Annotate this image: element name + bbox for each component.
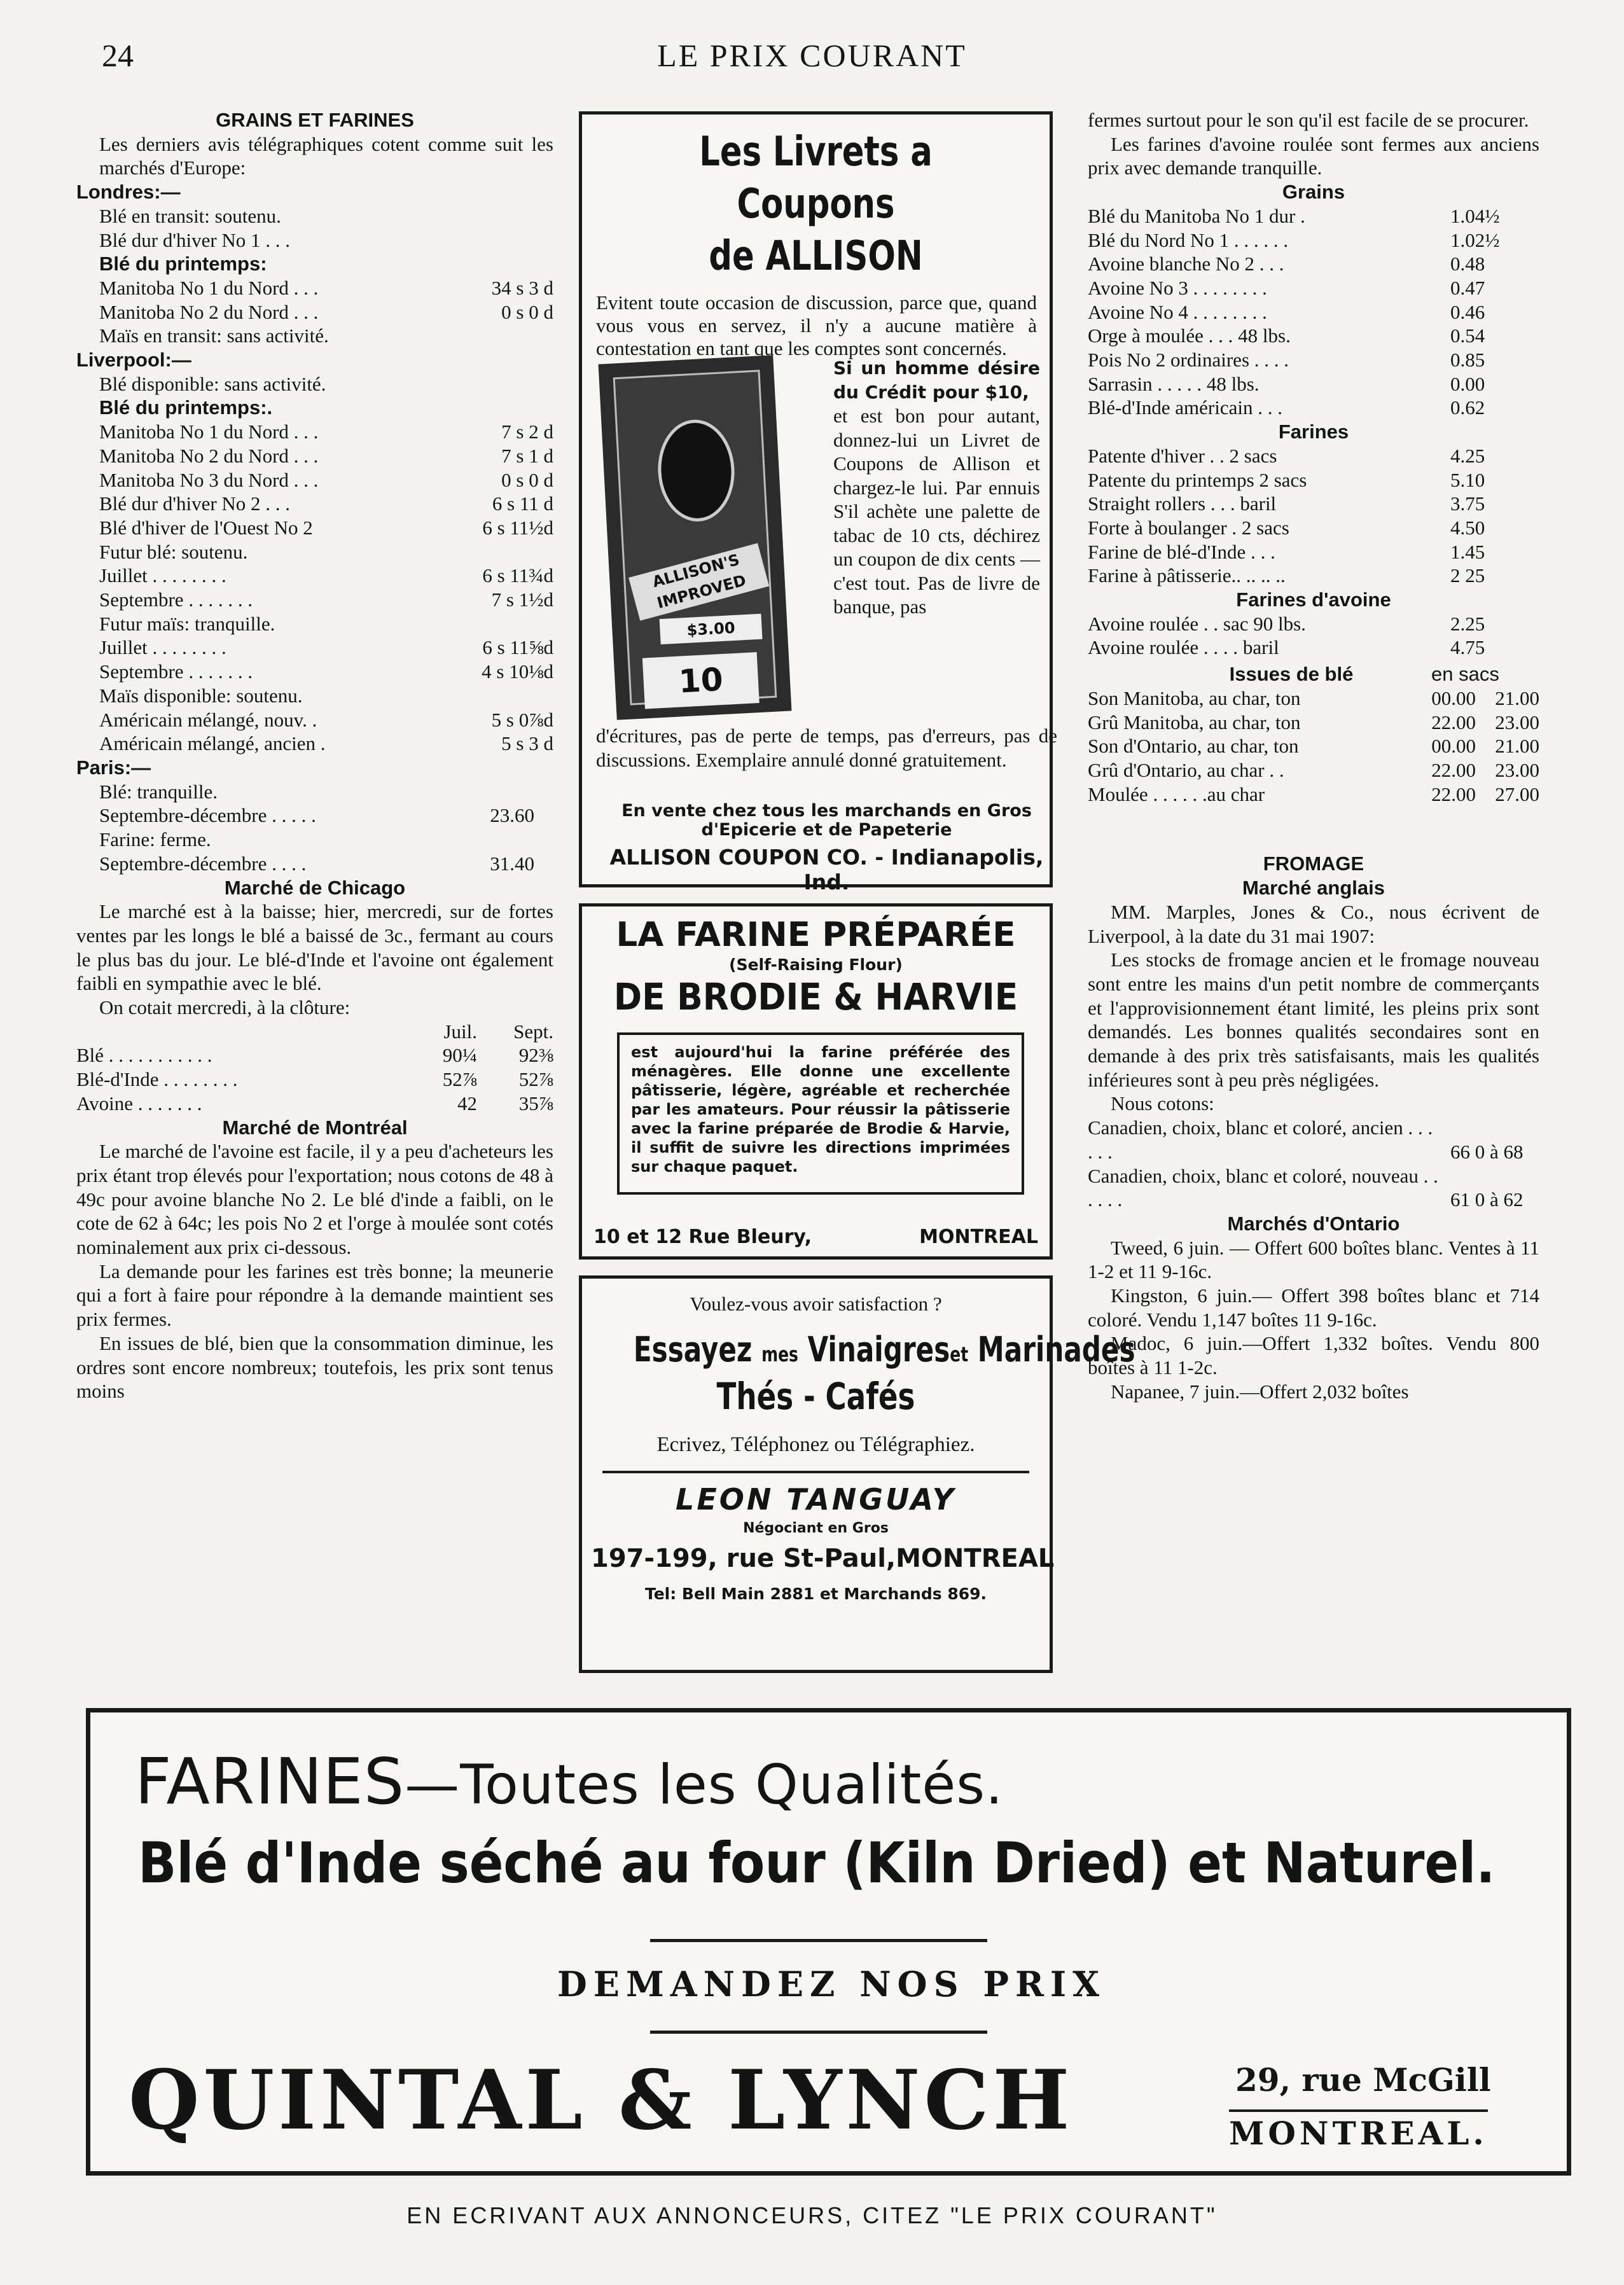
medallion-icon xyxy=(655,418,737,524)
row-value: 21.00 xyxy=(1495,735,1539,758)
ad-address: ALLISON COUPON CO. - Indianapolis, Ind. xyxy=(609,845,1044,894)
price-row xyxy=(1088,396,1539,420)
ad-allison-coupons xyxy=(579,111,1057,894)
price-row xyxy=(76,444,553,468)
ad-cta: DEMANDEZ NOS PRIX xyxy=(557,1964,1106,2004)
intro-paragraph: fermes surtout pour le son qu'il est facile de se procurer. xyxy=(1088,109,1529,131)
row-name: Moulée . . . . . .au char xyxy=(1088,782,1265,805)
heading-chicago: Marché de Chicago xyxy=(224,876,406,899)
ad-address-row xyxy=(591,1544,1055,1573)
chicago-header-row xyxy=(76,1020,553,1044)
paris-ble: Blé: tranquille. xyxy=(99,780,218,803)
row-name: Septembre-décembre . . . . xyxy=(99,852,307,875)
heading-marches-ontario: Marchés d'Ontario xyxy=(1227,1212,1400,1235)
label-ble-printemps: Blé du printemps: xyxy=(99,253,267,275)
price-row xyxy=(76,708,553,732)
price-row xyxy=(1088,1164,1539,1212)
row-value: 6 s 11⅝d xyxy=(482,636,553,659)
row-name: Orge à moulée . . . 48 lbs. xyxy=(1088,324,1291,347)
ad-footer xyxy=(593,1226,1038,1248)
intro-paragraph: Les farines d'avoine roulée sont fermes aux anciens prix avec demande tranquille. xyxy=(1088,132,1539,179)
row-value: 0 s 0 d xyxy=(501,468,553,491)
row-value: 1.45 xyxy=(1450,540,1485,563)
row-value: 5.10 xyxy=(1450,468,1485,491)
ad-company-name: QUINTAL & LYNCH xyxy=(128,2053,1074,2148)
heading-issues: Issues de blé xyxy=(1229,663,1354,686)
row-name: Avoine roulée . . sac 90 lbs. xyxy=(1088,612,1306,635)
price-row xyxy=(1088,540,1539,564)
col-juil: Juil. xyxy=(443,1020,477,1043)
ad-intro: Evitent toute occasion de discussion, parce que, quand vous vous en servez, il n'y a aucune matière à contestation en tant que les comptes sont concernés. xyxy=(596,291,1037,359)
row-name: Septembre . . . . . . . xyxy=(99,660,253,683)
price-row xyxy=(76,300,553,324)
londres-line: Blé en transit: soutenu. xyxy=(99,204,281,227)
price-row xyxy=(76,732,553,756)
montreal-paragraph: En issues de blé, bien que la consommation diminue, les ordres sont encore nombreux; toutefois, les prix sont tenus moins xyxy=(76,1331,553,1403)
word: Marinades xyxy=(977,1330,1135,1370)
row-value: 5 s 0⅞d xyxy=(491,708,553,731)
ad-rest-text: d'écritures, pas de perte de temps, pas d'erreurs, pas de discussions. Exemplaire annulé donné gratuitement. xyxy=(596,725,1057,771)
price-row xyxy=(1088,468,1539,492)
row-value: 31.40 xyxy=(490,852,534,875)
ad-leon-tanguay xyxy=(579,1275,1135,1673)
row-name: Pois No 2 ordinaires . . . . xyxy=(1088,349,1289,372)
row-name: Manitoba No 1 du Nord . . . xyxy=(99,276,319,299)
row-value: 6 s 11 d xyxy=(492,492,553,515)
mais-disponible: Maïs disponible: soutenu. xyxy=(99,684,303,707)
price-row xyxy=(1088,252,1539,276)
ad-quintal-lynch xyxy=(86,1708,1571,2176)
row-value: 00.00 xyxy=(1431,735,1476,758)
row-value: 23.00 xyxy=(1495,711,1539,733)
row-value: 1.04½ xyxy=(1450,204,1500,227)
intro-paragraph: Les derniers avis télégraphiques cotent comme suit les marchés d'Europe: xyxy=(99,132,553,179)
row-name: Patente du printemps 2 sacs xyxy=(1088,468,1307,491)
row-value: 0.47 xyxy=(1450,276,1485,299)
ad-address: 197-199, rue St-Paul, xyxy=(591,1544,896,1573)
price-row xyxy=(76,564,553,588)
price-row xyxy=(1088,492,1539,516)
issues-heading-row xyxy=(1088,662,1539,686)
chicago-row xyxy=(76,1092,553,1116)
ad-bold-line: Si un homme désire du Crédit pour $10, xyxy=(833,358,1040,403)
row-value: 90¼ xyxy=(442,1044,477,1067)
row-name: Avoine blanche No 2 . . . xyxy=(1088,253,1284,275)
ad-city: MONTREAL xyxy=(919,1226,1038,1248)
row-name: Farine à pâtisserie.. .. .. .. xyxy=(1088,564,1286,587)
price-row xyxy=(76,276,553,300)
row-value: 52⅞ xyxy=(442,1068,477,1091)
montreal-paragraph: Le marché de l'avoine est facile, il y a peu d'acheteurs les prix étant trop élevés pour l'exportation; nous cotons de 48 à 49c pour avoine blanche No 2. Le blé d'inde a faibli, on le cote de 62 à 64c; les pois No 2 et l'orge à moulée sont cotés nominalement aux prix ci-dessous. xyxy=(76,1140,553,1259)
ad-products-2: Thés - Cafés xyxy=(716,1375,915,1418)
row-name: Septembre-décembre . . . . . xyxy=(99,804,316,827)
row-name: Canadien, choix, blanc et coloré, ancien . . . . . . xyxy=(1088,1116,1433,1163)
heading-farines-avoine: Farines d'avoine xyxy=(1236,588,1391,611)
row-name: Patente d'hiver . . 2 sacs xyxy=(1088,444,1277,467)
row-value: 21.00 xyxy=(1495,686,1539,709)
row-name: Grû Manitoba, au char, ton xyxy=(1088,711,1301,733)
row-value: 0.85 xyxy=(1450,349,1485,372)
row-value: 42 xyxy=(457,1092,477,1115)
row-value: 34 s 3 d xyxy=(491,276,553,299)
chicago-row xyxy=(76,1043,553,1067)
row-value: 0.54 xyxy=(1450,324,1485,347)
ad-city: MONTREAL. xyxy=(1229,2109,1488,2152)
row-name: Son Manitoba, au char, ton xyxy=(1088,686,1301,709)
row-name: Avoine No 3 . . . . . . . . xyxy=(1088,276,1267,299)
divider xyxy=(650,1939,987,1942)
ad-brand: DE BRODIE & HARVIE xyxy=(613,975,1018,1018)
row-value: 4.75 xyxy=(1450,636,1485,659)
row-name: Blé . . . . . . . . . . . xyxy=(76,1044,212,1067)
price-row xyxy=(1088,1116,1539,1163)
word: Essayez xyxy=(633,1330,753,1370)
price-row xyxy=(76,588,553,612)
ad-title: de ALLISON xyxy=(709,233,923,280)
row-name: Son d'Ontario, au char, ton xyxy=(1088,735,1299,758)
row-name: Avoine No 4 . . . . . . . . xyxy=(1088,300,1267,323)
row-value: 27.00 xyxy=(1495,782,1539,805)
price-row xyxy=(1088,686,1539,711)
price-row xyxy=(1088,300,1539,324)
ontario-paragraph: Kingston, 6 juin.— Offert 398 boîtes blanc et 714 coloré. Vendu 1,147 boîtes 11 9-16c. xyxy=(1088,1284,1539,1331)
row-name: Grû d'Ontario, au char . . xyxy=(1088,758,1284,781)
heading-marche-anglais: Marché anglais xyxy=(1242,877,1385,899)
row-value: 4.25 xyxy=(1450,444,1485,467)
row-value: 2.25 xyxy=(1450,612,1485,635)
row-name: Manitoba No 1 du Nord . . . xyxy=(99,420,319,443)
londres-line: Blé dur d'hiver No 1 . . . xyxy=(99,228,291,251)
liverpool-line: Blé disponible: sans activité. xyxy=(99,372,326,395)
price-row xyxy=(76,492,553,516)
price-row xyxy=(76,852,553,876)
row-value: 00.00 xyxy=(1431,686,1476,709)
ad-side-body: et est bon pour autant, donnez-lui un Livret de Coupons de Allison et chargez-le lui. Par ennuis S'il achète une palette de tabac de 10 cts, déchirez un coupon de dix cents — c'est tout. Pas de livre de banque, pas xyxy=(833,405,1040,618)
row-name: Manitoba No 2 du Nord . . . xyxy=(99,444,319,467)
row-value: 23.60 xyxy=(490,804,534,827)
montreal-paragraph: La demande pour les farines est très bonne; la meunerie qui a fort à faire pour répondre à la demande maintient ses prix fermes. xyxy=(76,1260,553,1331)
ad-address: 10 et 12 Rue Bleury, xyxy=(593,1226,812,1248)
ad-body-box: est aujourd'hui la farine préférée des ménagères. Elle donne une excellente pâtisserie, légère, agréable et recherchée par les amateurs. Pour réussir la pâtisserie avec la farine préparée de Brodie & Harvie, il suffit de suivre les directions imprimées sur chaque paquet. xyxy=(617,1032,1024,1195)
row-value: 92⅜ xyxy=(518,1044,553,1067)
heading-fromage: FROMAGE xyxy=(1263,852,1364,875)
ad-role: Négociant en Gros xyxy=(743,1520,889,1536)
row-name: Blé-d'Inde américain . . . xyxy=(1088,396,1282,419)
row-value: 6 s 11½d xyxy=(482,516,553,539)
ad-title: LA FARINE PRÉPARÉE xyxy=(616,915,1016,954)
row-value: 22.00 xyxy=(1431,711,1476,733)
anglais-paragraph: MM. Marples, Jones & Co., nous écrivent de Liverpool, à la date du 31 mai 1907: xyxy=(1088,900,1539,947)
row-value: 35⅞ xyxy=(518,1092,553,1115)
futur-ble: Futur blé: soutenu. xyxy=(99,540,248,563)
price-row xyxy=(1088,564,1539,588)
row-name: Farine de blé-d'Inde . . . xyxy=(1088,540,1275,563)
row-value: 6 s 11¾d xyxy=(482,564,553,587)
page-number: 24 xyxy=(102,38,134,73)
price-row xyxy=(1088,612,1539,636)
price-row xyxy=(1088,782,1539,807)
price-row xyxy=(1088,228,1539,253)
row-value: 66 0 à 68 xyxy=(1450,1140,1523,1163)
word: et xyxy=(950,1342,969,1366)
ad-product-line: Blé d'Inde séché au four (Kiln Dried) et Naturel. xyxy=(138,1830,1496,1896)
row-value: 22.00 xyxy=(1431,782,1476,805)
heading-montreal: Marché de Montréal xyxy=(222,1116,408,1139)
ad-headline-rest: —Toutes les Qualités. xyxy=(405,1753,1004,1817)
price-row xyxy=(1088,711,1539,735)
row-value: 7 s 1 d xyxy=(501,444,553,467)
row-name: Canadien, choix, blanc et coloré, nouveau . . . . . . xyxy=(1088,1164,1438,1211)
ad-side-text xyxy=(833,356,1040,619)
heading-grains: Grains xyxy=(1282,181,1345,204)
row-value: 0.46 xyxy=(1450,300,1485,323)
label-londres: Londres:— xyxy=(76,181,181,204)
price-row xyxy=(1088,635,1539,660)
chicago-row xyxy=(76,1067,553,1092)
ad-telephone: Tel: Bell Main 2881 et Marchands 869. xyxy=(644,1585,987,1603)
column-grains xyxy=(76,108,553,1403)
price-row xyxy=(1088,758,1539,782)
row-name: Manitoba No 2 du Nord . . . xyxy=(99,300,319,323)
row-name: Blé du Nord No 1 . . . . . . xyxy=(1088,228,1289,251)
price-row xyxy=(1088,276,1539,300)
ad-contact: Ecrivez, Téléphonez ou Télégraphiez. xyxy=(656,1433,975,1456)
paris-farine: Farine: ferme. xyxy=(99,828,211,851)
row-name: Blé-d'Inde . . . . . . . . xyxy=(76,1068,238,1091)
book-coupon: 10 xyxy=(642,652,760,709)
row-value: 4.50 xyxy=(1450,516,1485,539)
price-row xyxy=(76,635,553,660)
price-row xyxy=(1088,444,1539,468)
anglais-paragraph: Les stocks de fromage ancien et le fromage nouveau sont entre les mains d'un petit nombre de commerçants et l'approvisionnement étant limité, les pleins prix sont demandés. Les bonnes qualités secondaires sont en demande à des prix très satisfaisants, mais les qualités inférieures sont à peu près négligées. xyxy=(1088,948,1539,1091)
heading-grains-farines: GRAINS ET FARINES xyxy=(216,109,414,131)
issues-unit: en sacs xyxy=(1431,663,1499,686)
price-row xyxy=(1088,204,1539,228)
row-name: Blé d'hiver de l'Ouest No 2 xyxy=(99,516,313,539)
column-markets xyxy=(1088,108,1539,1404)
cotons-line: Nous cotons: xyxy=(1111,1092,1214,1115)
chicago-paragraph: Le marché est à la baisse; hier, mercredi, sur de fortes ventes par les longs le blé a baissé de 3c., fermant au cours le plus bas du jour. Le blé-d'Inde et l'avoine ont également faibli en sympathie avec le blé. xyxy=(76,900,553,995)
divider xyxy=(650,2031,987,2034)
book-ribbon: ALLISON'S IMPROVED xyxy=(628,543,769,621)
footer-note: EN ECRIVANT AUX ANNONCEURS, CITEZ "LE PRIX COURANT" xyxy=(406,2202,1218,2228)
ad-question: Voulez-vous avoir satisfaction ? xyxy=(690,1293,942,1315)
row-value: 0.48 xyxy=(1450,253,1485,275)
ad-subtitle: (Self-Raising Flour) xyxy=(729,955,903,974)
row-name: Manitoba No 3 du Nord . . . xyxy=(99,468,319,491)
row-name: Sarrasin . . . . . 48 lbs. xyxy=(1088,372,1260,395)
price-row xyxy=(1088,348,1539,372)
row-value: 4 s 10⅛d xyxy=(482,660,553,683)
price-row xyxy=(76,660,553,684)
ad-sale-text: En vente chez tous les marchands en Gros d'Epicerie et de Papeterie xyxy=(621,801,1032,840)
row-value: 2 25 xyxy=(1450,564,1485,587)
ad-products xyxy=(633,1330,1135,1370)
ad-headline-big: FARINES xyxy=(135,1744,405,1819)
row-name: Septembre . . . . . . . xyxy=(99,588,253,611)
row-value: 61 0 à 62 xyxy=(1450,1188,1523,1211)
row-name: Blé dur d'hiver No 2 . . . xyxy=(99,492,291,515)
price-row xyxy=(1088,734,1539,758)
row-name: Juillet . . . . . . . . xyxy=(99,636,226,659)
row-name: Blé du Manitoba No 1 dur . xyxy=(1088,204,1305,227)
futur-mais: Futur maïs: tranquille. xyxy=(99,612,275,635)
heading-farines: Farines xyxy=(1278,420,1349,443)
price-row xyxy=(1088,516,1539,540)
row-value: 1.02½ xyxy=(1450,228,1500,251)
price-row xyxy=(76,468,553,492)
coupon-book-illustration xyxy=(599,355,792,720)
row-name: Avoine roulée . . . . baril xyxy=(1088,636,1279,659)
ad-street: 29, rue McGill xyxy=(1235,2061,1491,2099)
word: Vinaigres xyxy=(807,1330,950,1370)
chicago-paragraph: On cotait mercredi, à la clôture: xyxy=(99,996,350,1019)
londres-mais: Maïs en transit: sans activité. xyxy=(99,324,329,347)
label-liverpool: Liverpool:— xyxy=(76,349,191,372)
row-name: Forte à boulanger . 2 sacs xyxy=(1088,516,1289,539)
row-value: 0.62 xyxy=(1450,396,1485,419)
divider xyxy=(602,1471,1029,1473)
label-ble-printemps: Blé du printemps:. xyxy=(99,396,273,419)
row-value: 0 s 0 d xyxy=(501,300,553,323)
ad-city: MONTREAL xyxy=(896,1544,1055,1573)
row-value: 23.00 xyxy=(1495,758,1539,781)
row-name: Américain mélangé, nouv. . xyxy=(99,708,317,731)
row-value: 3.75 xyxy=(1450,492,1485,515)
row-value: 7 s 2 d xyxy=(501,420,553,443)
ad-headline xyxy=(135,1744,1003,1819)
row-value: 52⅞ xyxy=(518,1068,553,1091)
journal-title: LE PRIX COURANT xyxy=(657,38,967,73)
price-row xyxy=(76,516,553,540)
row-name: Avoine . . . . . . . xyxy=(76,1092,202,1115)
price-row xyxy=(76,420,553,444)
price-row xyxy=(1088,372,1539,396)
ad-title: Les Livrets a Coupons xyxy=(699,128,933,228)
price-row xyxy=(1088,324,1539,348)
ontario-paragraph: Napanee, 7 juin.—Offert 2,032 boîtes xyxy=(1111,1380,1409,1403)
ontario-paragraph: Tweed, 6 juin. — Offert 600 boîtes blanc. Ventes à 11 1-2 et 11 9-16c. xyxy=(1088,1236,1539,1283)
price-row xyxy=(76,803,553,828)
row-value: 5 s 3 d xyxy=(501,732,553,755)
book-price: $3.00 xyxy=(660,614,763,644)
label-paris: Paris:— xyxy=(76,756,151,779)
row-name: Américain mélangé, ancien . xyxy=(99,732,326,755)
row-name: Juillet . . . . . . . . xyxy=(99,564,226,587)
col-sept: Sept. xyxy=(513,1020,553,1043)
row-value: 0.00 xyxy=(1450,372,1485,395)
row-value: 22.00 xyxy=(1431,758,1476,781)
ad-name: LEON TANGUAY xyxy=(676,1482,956,1517)
ad-brodie-harvie xyxy=(579,903,1053,1260)
row-value: 7 s 1½d xyxy=(491,588,553,611)
ontario-paragraph: Madoc, 6 juin.—Offert 1,332 boîtes. Vendu 800 boîtes à 11 1-2c. xyxy=(1088,1332,1539,1379)
row-name: Straight rollers . . . baril xyxy=(1088,492,1277,515)
word: mes xyxy=(761,1342,798,1366)
